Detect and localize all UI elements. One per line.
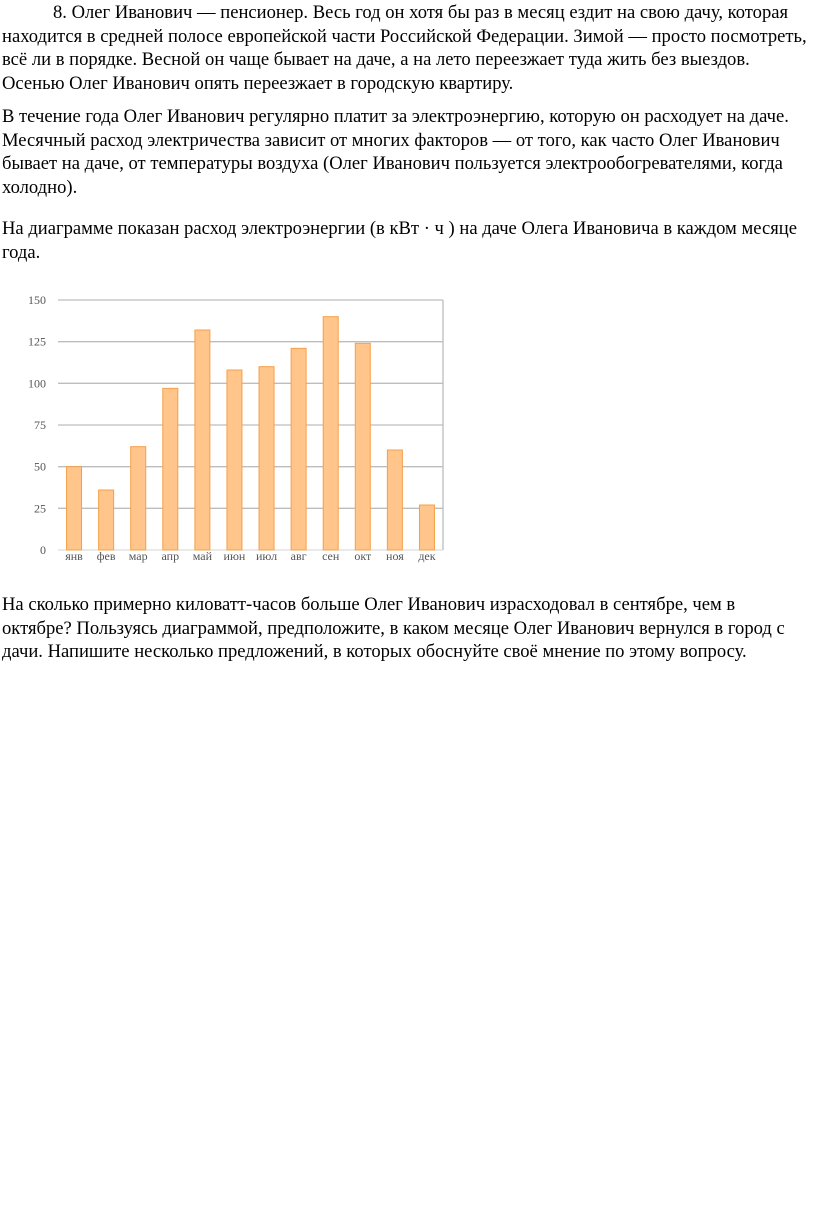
bar-окт <box>355 343 370 550</box>
chart-x-tick-labels <box>65 549 436 563</box>
x-tick-label: ноя <box>386 549 404 563</box>
bar-апр <box>163 388 178 550</box>
problem-paragraph-electricity: В течение года Олег Иванович регулярно платит за электроэнергию, которую он расходует на даче. Месячный расход электричества зависит от многих факторов — от того, как часто Олег Иванович бывает на даче, от температуры воздуха (Олег Иванович пользуется электрообогревателями, когда холодно). <box>2 106 789 198</box>
x-tick-label: июн <box>223 549 246 563</box>
bar-май <box>195 330 210 550</box>
x-tick-label: май <box>192 549 213 563</box>
x-tick-label: дек <box>418 549 436 563</box>
x-tick-label: фев <box>96 549 116 563</box>
y-tick-label: 50 <box>34 459 46 474</box>
bar-янв <box>67 467 82 550</box>
chart-gridlines <box>58 300 443 550</box>
y-tick-label: 0 <box>40 543 46 557</box>
electricity-chart <box>0 276 470 576</box>
x-tick-label: янв <box>65 549 83 563</box>
y-tick-label: 150 <box>28 293 46 307</box>
y-tick-label: 75 <box>34 418 46 432</box>
problem-paragraph-intro: 8. Олег Иванович — пенсионер. Весь год он хотя бы раз в месяц ездит на свою дачу, которая находится в средней полосе европейской части Российской Федерации. Зимой — просто посмотреть, всё ли в порядке. Весной он чаще бывает на даче, а на лето переезжает туда жить без выездов. Осенью Олег Иванович опять переезжает в городскую квартиру. <box>2 2 807 94</box>
x-tick-label: апр <box>161 549 180 563</box>
x-tick-label: мар <box>128 549 148 563</box>
y-tick-label: 125 <box>28 334 46 349</box>
x-tick-label: окт <box>354 549 372 563</box>
problem-question: На сколько примерно киловатт-часов больше Олег Иванович израсходовал в сентябре, чем в октябре? Пользуясь диаграммой, предположите, в каком месяце Олег Иванович вернулся в город с дачи. Напишите несколько предложений, в которых обоснуйте своё мнение по этому вопросу. <box>2 594 785 662</box>
y-tick-label: 25 <box>34 501 46 516</box>
problem-paragraph-diagram: На диаграмме показан расход электроэнергии (в кВт · ч ) на даче Олега Ивановича в каждом месяце года. <box>2 218 797 263</box>
x-tick-label: авг <box>290 549 307 563</box>
x-tick-label: сен <box>322 549 340 563</box>
bar-ноя <box>387 450 402 550</box>
bar-сен <box>323 317 338 550</box>
x-tick-label: июл <box>256 549 278 563</box>
bar-дек <box>419 505 434 550</box>
bar-авг <box>291 348 306 550</box>
chart-bars <box>67 317 435 550</box>
bar-июл <box>259 367 274 550</box>
bar-июн <box>227 370 242 550</box>
bar-мар <box>131 447 146 550</box>
bar-фев <box>99 490 114 550</box>
chart-canvas <box>0 276 470 576</box>
chart-y-tick-labels <box>28 293 46 557</box>
y-tick-label: 100 <box>28 376 46 391</box>
